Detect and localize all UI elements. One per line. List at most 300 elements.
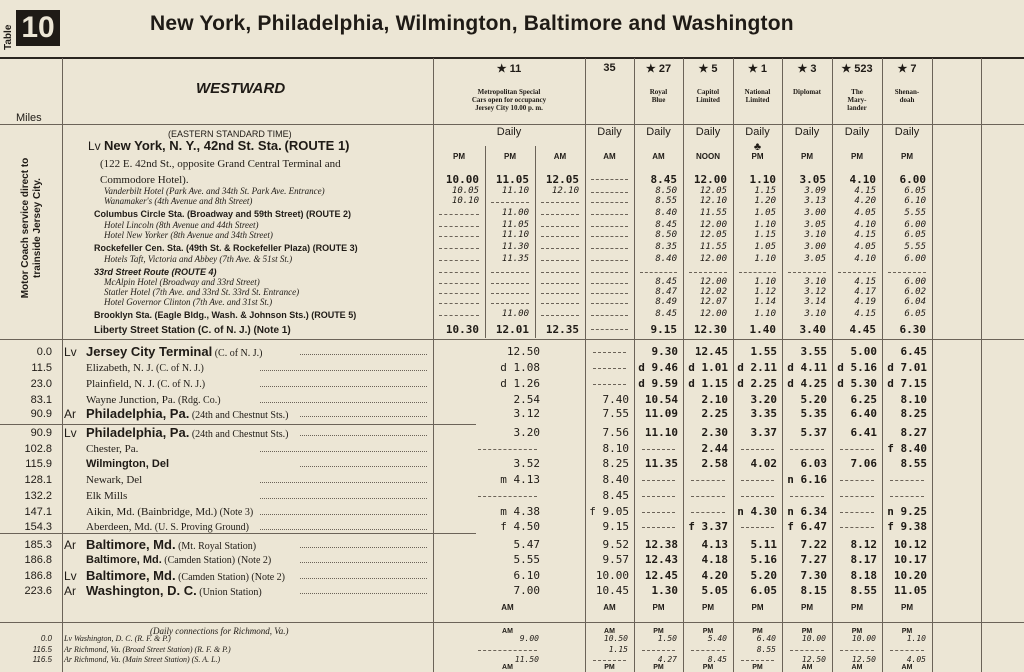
empty-dash	[491, 283, 529, 284]
time-cell: 11.05	[893, 584, 927, 597]
empty-dash	[591, 248, 628, 249]
time-cell: 1.05	[754, 242, 776, 252]
empty-dash	[691, 512, 725, 513]
station-note: (Rdg. Co.)	[175, 395, 221, 406]
time-cell: 8.45	[707, 655, 727, 664]
time-cell: 1.12	[754, 287, 776, 297]
time-cell: 5.35	[800, 407, 827, 420]
empty-dash	[741, 496, 774, 497]
empty-dash	[541, 283, 579, 284]
time-cell: 12.10	[551, 186, 579, 196]
time-cell: 8.35	[655, 242, 677, 252]
ampm-label: PM	[851, 628, 863, 635]
time-cell: 1.40	[749, 323, 776, 336]
time-cell: 2.30	[701, 426, 728, 439]
empty-dash	[642, 449, 675, 450]
time-cell: 8.47	[655, 287, 677, 297]
time-cell: 12.35	[545, 323, 579, 336]
time-cell: 11.05	[495, 173, 529, 186]
train-number: ★ 5	[698, 63, 718, 75]
empty-dash	[439, 293, 479, 294]
station-row-label	[86, 473, 142, 487]
time-cell: 5.40	[707, 634, 727, 643]
time-cell: 11.55	[699, 208, 727, 218]
time-cell: 1.50	[657, 634, 677, 643]
time-cell: 6.00	[899, 173, 926, 186]
empty-dash	[591, 192, 628, 193]
empty-dash	[888, 272, 926, 273]
empty-dash	[691, 650, 725, 651]
station-note: (Union Station)	[196, 587, 262, 598]
time-cell: 6.05	[904, 186, 926, 196]
time-cell: 12.10	[699, 196, 727, 206]
train-name: The Mary- lander	[847, 88, 867, 112]
richmond-heading: (Daily connections for Richmond, Va.)	[150, 626, 289, 636]
section-rule	[0, 339, 1024, 340]
ampm-label: PM	[653, 628, 664, 635]
empty-dash	[741, 480, 774, 481]
time-cell: 6.10	[513, 569, 540, 582]
stop-vanderbilt: Vanderbilt Hotel (Park Ave. and 34th St. Park Ave. Entrance)	[104, 186, 325, 196]
time-cell: 12.05	[699, 186, 727, 196]
daily-label: Daily	[496, 126, 522, 138]
ampm-label: AM	[553, 152, 567, 161]
time-cell: 3.13	[804, 196, 826, 206]
time-cell: 1.10	[749, 173, 776, 186]
station-row-label	[86, 426, 288, 442]
ampm-label: PM	[901, 628, 913, 635]
station-row-label	[86, 377, 205, 392]
time-cell: 7.27	[800, 553, 827, 566]
daily-label: Daily	[894, 126, 920, 138]
time-cell: 10.10	[451, 196, 479, 206]
empty-dash	[691, 496, 725, 497]
time-cell: m 4.13	[500, 473, 540, 486]
station-name: Newark, Del	[86, 474, 143, 486]
time-cell: 4.17	[854, 287, 876, 297]
time-cell: 12.45	[644, 569, 678, 582]
mile-value: 90.9	[30, 408, 52, 420]
train-number: ★ 523	[841, 63, 873, 75]
col-divider	[981, 58, 982, 672]
time-cell: 2.10	[701, 393, 728, 406]
daily-label: Daily	[646, 126, 671, 138]
station-row-label	[86, 442, 138, 456]
time-cell: 3.14	[804, 297, 826, 307]
empty-dash	[541, 214, 579, 215]
empty-dash	[439, 283, 479, 284]
time-cell: 5.55	[513, 553, 540, 566]
time-cell: 10.30	[445, 323, 479, 336]
empty-dash	[741, 527, 774, 528]
station-row-label	[86, 489, 127, 503]
time-cell: 6.05	[904, 230, 926, 240]
empty-dash	[890, 480, 924, 481]
time-cell: 3.20	[513, 426, 540, 439]
time-cell: d 4.11	[787, 361, 827, 374]
empty-dash	[439, 303, 479, 304]
station-row-label	[86, 520, 249, 535]
mile-value: 23.0	[30, 378, 52, 390]
time-cell: 4.15	[854, 186, 876, 196]
time-cell: 5.55	[904, 242, 926, 252]
empty-dash	[593, 384, 626, 385]
time-cell: 12.01	[495, 323, 529, 336]
station-name: Aikin, Md. (Bainbridge, Md.)	[86, 506, 218, 518]
empty-dash	[890, 496, 924, 497]
train-name: Royal Blue	[649, 88, 668, 104]
time-cell: 1.55	[750, 345, 777, 358]
page-title: New York, Philadelphia, Wilmington, Baltimore and Washington	[150, 12, 794, 35]
station-name: Lv Washington, D. C. (R. F. & P.)	[64, 634, 171, 643]
empty-dash	[541, 226, 579, 227]
station-name: Plainfield, N. J.	[86, 378, 155, 390]
empty-dash	[541, 303, 579, 304]
station-new-york	[88, 139, 350, 154]
time-cell: f 8.40	[887, 442, 927, 455]
ampm-label: NOON	[696, 152, 720, 161]
time-cell: 12.45	[694, 345, 728, 358]
time-cell: 11.10	[644, 426, 678, 439]
ampm-label: PM	[652, 603, 665, 612]
station-name: Baltimore, Md.	[86, 554, 162, 566]
empty-dash	[591, 315, 628, 316]
leader-dots	[300, 562, 427, 563]
station-note: (C. of N. J.)	[212, 348, 263, 359]
empty-dash	[491, 293, 529, 294]
time-cell: m 4.38	[500, 505, 540, 518]
empty-dash	[591, 214, 628, 215]
time-cell: 9.30	[651, 345, 678, 358]
time-cell: 10.05	[451, 186, 479, 196]
time-cell: 4.15	[854, 230, 876, 240]
station-row-label	[86, 553, 271, 568]
time-cell: 10.50	[603, 634, 628, 643]
station-name: Chester, Pa.	[86, 443, 139, 455]
train-name: Shenan- doah	[894, 88, 920, 104]
station-name: Wayne Junction, Pa.	[86, 394, 176, 406]
empty-dash	[591, 202, 628, 203]
train-number: ★ 27	[645, 63, 672, 75]
station-prefix: Lv	[64, 426, 77, 440]
leader-dots	[300, 578, 427, 579]
ampm-label: PM	[851, 603, 863, 612]
time-cell: 3.05	[799, 173, 826, 186]
time-cell: n 4.30	[737, 505, 777, 518]
daily-label: Daily	[695, 126, 721, 138]
empty-dash	[691, 480, 725, 481]
time-cell: 12.00	[693, 173, 727, 186]
empty-dash	[491, 202, 529, 203]
ampm-label: PM	[604, 664, 615, 671]
empty-dash	[591, 272, 628, 273]
time-cell: 6.03	[800, 457, 827, 470]
time-cell: 7.56	[602, 426, 629, 439]
time-cell: 6.00	[904, 220, 926, 230]
time-cell: 2.58	[701, 457, 728, 470]
ampm-label: PM	[901, 603, 913, 612]
ampm-label: PM	[653, 664, 664, 671]
ampm-label: PM	[751, 603, 764, 612]
empty-dash	[591, 226, 628, 227]
station-row-label	[86, 345, 263, 361]
empty-dash	[790, 449, 824, 450]
section-rule	[0, 424, 476, 425]
time-cell: 3.12	[804, 287, 826, 297]
time-cell: 3.05	[804, 220, 826, 230]
empty-dash	[840, 527, 874, 528]
time-cell: d 1.26	[500, 377, 540, 390]
time-zone-label: (EASTERN STANDARD TIME)	[168, 129, 292, 139]
time-cell: 12.50	[851, 655, 876, 664]
train-number: 35	[603, 62, 616, 74]
stop-wanamaker: Wanamaker's (4th Avenue and 8th Street)	[104, 196, 253, 206]
leader-dots	[260, 370, 427, 371]
empty-dash	[739, 272, 776, 273]
time-cell: 4.10	[854, 254, 876, 264]
empty-dash	[593, 368, 626, 369]
leader-dots	[260, 402, 427, 403]
time-cell: 1.20	[754, 196, 776, 206]
time-cell: 12.07	[699, 297, 727, 307]
empty-dash	[741, 449, 774, 450]
time-cell: 5.37	[800, 426, 827, 439]
stop-new-yorker: Hotel New Yorker (8th Avenue and 34th Street)	[104, 230, 273, 240]
empty-dash	[439, 260, 479, 261]
time-cell: d 5.30	[837, 377, 877, 390]
leader-dots	[300, 354, 427, 355]
time-cell: d 1.01	[688, 361, 728, 374]
time-cell: 8.25	[602, 457, 629, 470]
time-cell: 7.55	[602, 407, 629, 420]
station-note: (Camden Station) (Note 2)	[175, 572, 285, 583]
train-number: ★ 1	[747, 63, 768, 75]
station-name: Ar Richmond, Va. (Broad Street Station) (R. F. & P.)	[64, 645, 231, 654]
time-cell: 3.10	[804, 230, 826, 240]
leader-dots	[260, 514, 427, 515]
time-cell: d 7.15	[887, 377, 927, 390]
mile-value: 115.9	[25, 458, 52, 470]
time-cell: 10.00	[595, 569, 629, 582]
time-cell: 1.15	[608, 645, 628, 654]
mile-value: 186.8	[24, 570, 52, 582]
time-cell: 1.10	[754, 220, 776, 230]
empty-dash	[790, 650, 824, 651]
time-cell: f 3.37	[688, 520, 728, 533]
stop-mcalpin: McAlpin Hotel (Broadway and 33rd Street)	[104, 277, 260, 287]
station-note: (C. of N. J.)	[154, 379, 206, 390]
empty-dash	[840, 512, 874, 513]
time-cell: 8.50	[655, 230, 677, 240]
time-cell: 3.20	[750, 393, 777, 406]
time-cell: 8.55	[655, 196, 677, 206]
time-cell: 4.45	[849, 323, 876, 336]
time-cell: 12.02	[699, 287, 727, 297]
time-cell: 6.10	[904, 196, 926, 206]
time-cell: 4.05	[854, 208, 876, 218]
empty-dash	[840, 496, 874, 497]
miles-label: Miles	[16, 112, 42, 124]
time-cell: 8.12	[850, 538, 877, 551]
time-cell: 10.45	[595, 584, 629, 597]
station-row-label	[86, 505, 253, 520]
train-name: National Limited	[744, 88, 771, 104]
ampm-label: AM	[901, 664, 913, 671]
time-cell: 5.11	[750, 538, 777, 551]
empty-dash	[591, 293, 628, 294]
station-address: Commodore Hotel).	[100, 174, 189, 186]
station-note: (Camden Station) (Note 2)	[161, 555, 272, 566]
time-cell: 8.40	[602, 473, 629, 486]
station-prefix: Ar	[64, 538, 76, 552]
mile-value: 116.5	[32, 645, 52, 654]
daily-label: Daily	[794, 126, 820, 138]
time-cell: 12.00	[699, 254, 727, 264]
time-cell: 6.02	[904, 287, 926, 297]
time-cell: 4.02	[750, 457, 777, 470]
time-cell: 3.09	[804, 186, 826, 196]
ampm-label: AM	[801, 664, 813, 671]
empty-dash	[591, 329, 628, 330]
ampm-label: PM	[901, 152, 913, 161]
mile-value: 11.5	[31, 362, 52, 374]
time-cell: 4.13	[701, 538, 728, 551]
station-name: Jersey City Terminal	[86, 344, 213, 359]
station-name: Elizabeth, N. J.	[86, 362, 154, 374]
time-cell: n 9.25	[887, 505, 927, 518]
time-cell: 1.10	[754, 254, 776, 264]
time-cell: d 7.01	[887, 361, 927, 374]
station-name: Philadelphia, Pa.	[86, 425, 190, 440]
empty-dash	[741, 660, 774, 661]
time-cell: 3.35	[750, 407, 777, 420]
empty-dash	[478, 496, 537, 497]
col-divider	[62, 58, 63, 672]
station-name: Aberdeen, Md.	[86, 521, 153, 533]
mile-value: 128.1	[24, 474, 52, 486]
time-cell: 3.10	[804, 277, 826, 287]
time-cell: 3.05	[804, 254, 826, 264]
time-cell: 3.00	[804, 242, 826, 252]
time-cell: 11.35	[501, 254, 529, 264]
station-row-label	[86, 361, 204, 376]
time-cell: 5.47	[513, 538, 540, 551]
mile-value: 116.5	[32, 655, 52, 664]
time-cell: 1.10	[754, 309, 776, 319]
empty-dash	[591, 236, 628, 237]
time-cell: 1.10	[754, 277, 776, 287]
station-address: (122 E. 42nd St., opposite Grand Central Terminal and	[100, 158, 341, 170]
time-cell: 8.45	[650, 173, 677, 186]
time-cell: 6.40	[850, 407, 877, 420]
leader-dots	[300, 466, 427, 467]
time-cell: 1.15	[754, 230, 776, 240]
mile-value: 185.3	[24, 539, 52, 551]
daily-label: Daily	[597, 126, 622, 138]
empty-dash	[491, 303, 529, 304]
mile-value: 0.0	[40, 634, 52, 643]
time-cell: 3.37	[750, 426, 777, 439]
time-cell: n 6.16	[787, 473, 827, 486]
time-cell: d 5.16	[837, 361, 877, 374]
empty-dash	[642, 527, 675, 528]
time-cell: 9.00	[519, 634, 539, 643]
train-number: ★ 7	[897, 63, 917, 75]
time-cell: f 9.05	[589, 505, 629, 518]
time-cell: 7.30	[800, 569, 827, 582]
time-cell: d 2.11	[737, 361, 777, 374]
mile-value: 83.1	[30, 394, 52, 406]
ampm-label: PM	[702, 664, 714, 671]
time-cell: 6.41	[850, 426, 877, 439]
table-number: 10	[16, 10, 60, 46]
lv-prefix: Lv	[88, 139, 105, 153]
empty-dash	[478, 449, 537, 450]
table-word: Table	[3, 24, 14, 50]
time-cell: 4.05	[906, 655, 926, 664]
time-cell: 5.20	[750, 569, 777, 582]
time-cell: 6.40	[756, 634, 776, 643]
empty-dash	[593, 352, 626, 353]
station-note: (24th and Chestnut Sts.)	[189, 429, 289, 440]
time-cell: 10.17	[893, 553, 927, 566]
mile-value: 132.2	[24, 490, 52, 502]
time-cell: 9.15	[650, 323, 677, 336]
time-cell: 8.45	[655, 277, 677, 287]
daily-label: Daily	[844, 126, 870, 138]
time-cell: 8.17	[850, 553, 877, 566]
empty-dash	[591, 283, 628, 284]
empty-dash	[541, 260, 579, 261]
time-cell: 10.20	[893, 569, 927, 582]
station-name: Baltimore, Md.	[86, 568, 176, 583]
time-cell: 9.52	[602, 538, 629, 551]
empty-dash	[439, 214, 479, 215]
station-note: (Mt. Royal Station)	[175, 541, 257, 552]
time-cell: 12.30	[693, 323, 727, 336]
empty-dash	[840, 480, 874, 481]
time-cell: 1.15	[754, 186, 776, 196]
station-name: Baltimore, Md.	[86, 537, 176, 552]
train-name: Diplomat	[793, 88, 821, 96]
empty-dash	[439, 226, 479, 227]
station-row-label	[86, 538, 256, 554]
ampm-label: AM	[603, 152, 616, 161]
stop-clinton: Hotel Governor Clinton (7th Ave. and 31st St.)	[104, 297, 273, 307]
time-cell: f 9.38	[887, 520, 927, 533]
empty-dash	[640, 272, 677, 273]
ampm-label: PM	[752, 628, 763, 635]
time-cell: d 2.25	[737, 377, 777, 390]
time-cell: 4.20	[701, 569, 728, 582]
time-cell: 3.40	[799, 323, 826, 336]
time-cell: 1.14	[754, 297, 776, 307]
time-cell: 12.05	[545, 173, 579, 186]
leader-dots	[260, 529, 427, 530]
mile-value: 154.3	[24, 521, 52, 533]
time-cell: 7.22	[800, 538, 827, 551]
time-cell: 7.40	[602, 393, 629, 406]
time-cell: 11.35	[644, 457, 678, 470]
direction-label: WESTWARD	[196, 80, 286, 97]
ampm-label: AM	[604, 628, 615, 635]
time-cell: 1.05	[754, 208, 776, 218]
time-cell: 12.00	[699, 277, 727, 287]
time-cell: 8.27	[900, 426, 927, 439]
time-cell: n 6.34	[787, 505, 827, 518]
time-cell: 7.06	[850, 457, 877, 470]
empty-dash	[593, 660, 626, 661]
